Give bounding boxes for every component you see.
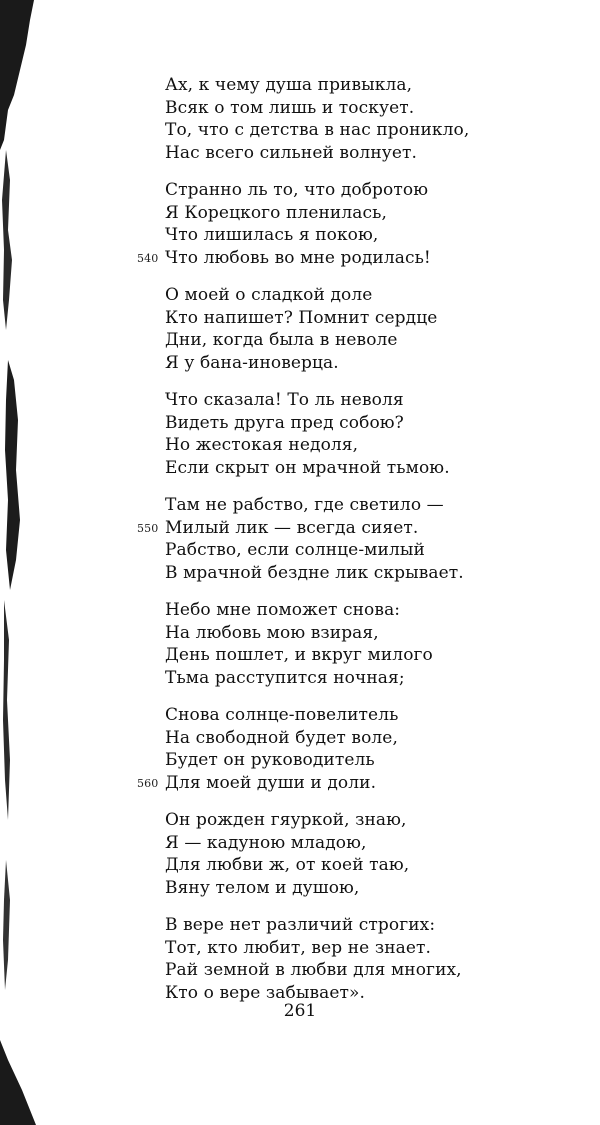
stanza <box>165 809 585 899</box>
verse-line-text: Кто напишет? Помнит сердце <box>165 307 438 328</box>
stanza <box>165 599 585 689</box>
verse-line <box>137 772 585 795</box>
verse-line <box>165 329 585 352</box>
verse-line <box>165 494 585 517</box>
verse-line-text: Я Корецкого пленилась, <box>165 202 387 223</box>
verse-line-text: Странно ль то, что добротою <box>165 180 429 200</box>
stanza <box>137 494 585 584</box>
verse-line <box>165 749 585 772</box>
verse-line <box>165 389 585 412</box>
verse-line <box>137 247 585 270</box>
verse-line <box>165 622 585 645</box>
stanza <box>165 389 585 479</box>
line-number: 540 <box>137 251 159 265</box>
verse-line <box>165 809 585 832</box>
verse-line-text: Что любовь во мне родилась! <box>165 247 431 268</box>
verse-line <box>165 179 585 202</box>
verse-line-text: Будет он руководитель <box>165 750 375 770</box>
verse-line <box>165 877 585 900</box>
verse-line-text: Ах, к чему душа привыкла, <box>165 75 413 95</box>
verse-line-text: Для моей души и доли. <box>165 772 377 793</box>
verse-line-text: Он рожден гяуркой, знаю, <box>165 810 407 830</box>
verse-line <box>165 457 585 480</box>
verse-line <box>165 434 585 457</box>
verse-line-text: То, что с детства в нас проникло, <box>165 120 470 140</box>
verse-line-text: Для любви ж, от коей таю, <box>165 855 410 875</box>
verse-line-text: Рай земной в любви для многих, <box>165 960 462 980</box>
verse-line <box>165 562 585 585</box>
verse-line-text: Я — кадуною младою, <box>165 832 367 853</box>
stanza <box>137 179 585 269</box>
verse-line-text: Тот, кто любит, вер не знает. <box>165 937 432 958</box>
verse-line <box>165 352 585 375</box>
verse-line <box>165 284 585 307</box>
verse-line-text: На свободной будет воле, <box>165 727 398 748</box>
verse-line <box>165 667 585 690</box>
verse-line-text: О моей о сладкой доле <box>165 285 373 305</box>
poem-text <box>137 74 585 1019</box>
verse-line <box>165 142 585 165</box>
verse-line-text: Что сказала! То ль неволя <box>165 390 404 410</box>
verse-line <box>165 412 585 435</box>
verse-line-text: Я у бана-иноверца. <box>165 352 339 373</box>
verse-line-text: Небо мне поможет снова: <box>165 600 401 620</box>
verse-line <box>165 727 585 750</box>
verse-line <box>165 704 585 727</box>
verse-line-text: В мрачной бездне лик скрывает. <box>165 562 464 583</box>
verse-line-text: Кто о вере забывает». <box>165 982 366 1003</box>
verse-line <box>165 224 585 247</box>
verse-line-text: Что лишилась я покою, <box>165 225 379 245</box>
verse-line <box>165 854 585 877</box>
verse-line-text: Видеть друга пред собою? <box>165 412 404 433</box>
verse-line-text: Вяну телом и душою, <box>165 877 360 898</box>
verse-line-text: Милый лик — всегда сияет. <box>165 517 419 538</box>
verse-line <box>165 74 585 97</box>
verse-line <box>137 517 585 540</box>
verse-line-text: Всяк о том лишь и тоскует. <box>165 97 415 118</box>
verse-line-text: Но жестокая недоля, <box>165 435 359 455</box>
verse-line <box>165 539 585 562</box>
stanza <box>165 74 585 164</box>
verse-line-text: Там не рабство, где светило — <box>165 495 444 515</box>
line-number: 550 <box>137 521 159 535</box>
stanza <box>165 914 585 1004</box>
verse-line <box>165 832 585 855</box>
verse-line-text: Нас всего сильней волнует. <box>165 142 418 163</box>
verse-line-text: Снова солнце-повелитель <box>165 705 399 725</box>
verse-line-text: На любовь мою взирая, <box>165 622 379 643</box>
verse-line-text: День пошлет, и вкруг милого <box>165 645 433 665</box>
verse-line <box>165 959 585 982</box>
verse-line <box>165 599 585 622</box>
verse-line-text: Тьма расступится ночная; <box>165 667 405 688</box>
verse-line-text: В вере нет различий строгих: <box>165 915 436 935</box>
verse-line <box>165 97 585 120</box>
verse-line <box>165 202 585 225</box>
verse-line <box>165 937 585 960</box>
binding-edge-shadow <box>0 0 40 1125</box>
verse-line-text: Дни, когда была в неволе <box>165 330 398 350</box>
stanza <box>137 704 585 794</box>
verse-line <box>165 914 585 937</box>
page-number: 261 <box>283 1001 317 1021</box>
line-number: 560 <box>137 776 159 790</box>
verse-line <box>165 644 585 667</box>
verse-line-text: Если скрыт он мрачной тьмою. <box>165 457 450 478</box>
verse-line <box>165 307 585 330</box>
stanza <box>165 284 585 374</box>
verse-line-text: Рабство, если солнце-милый <box>165 540 425 560</box>
verse-line <box>165 119 585 142</box>
